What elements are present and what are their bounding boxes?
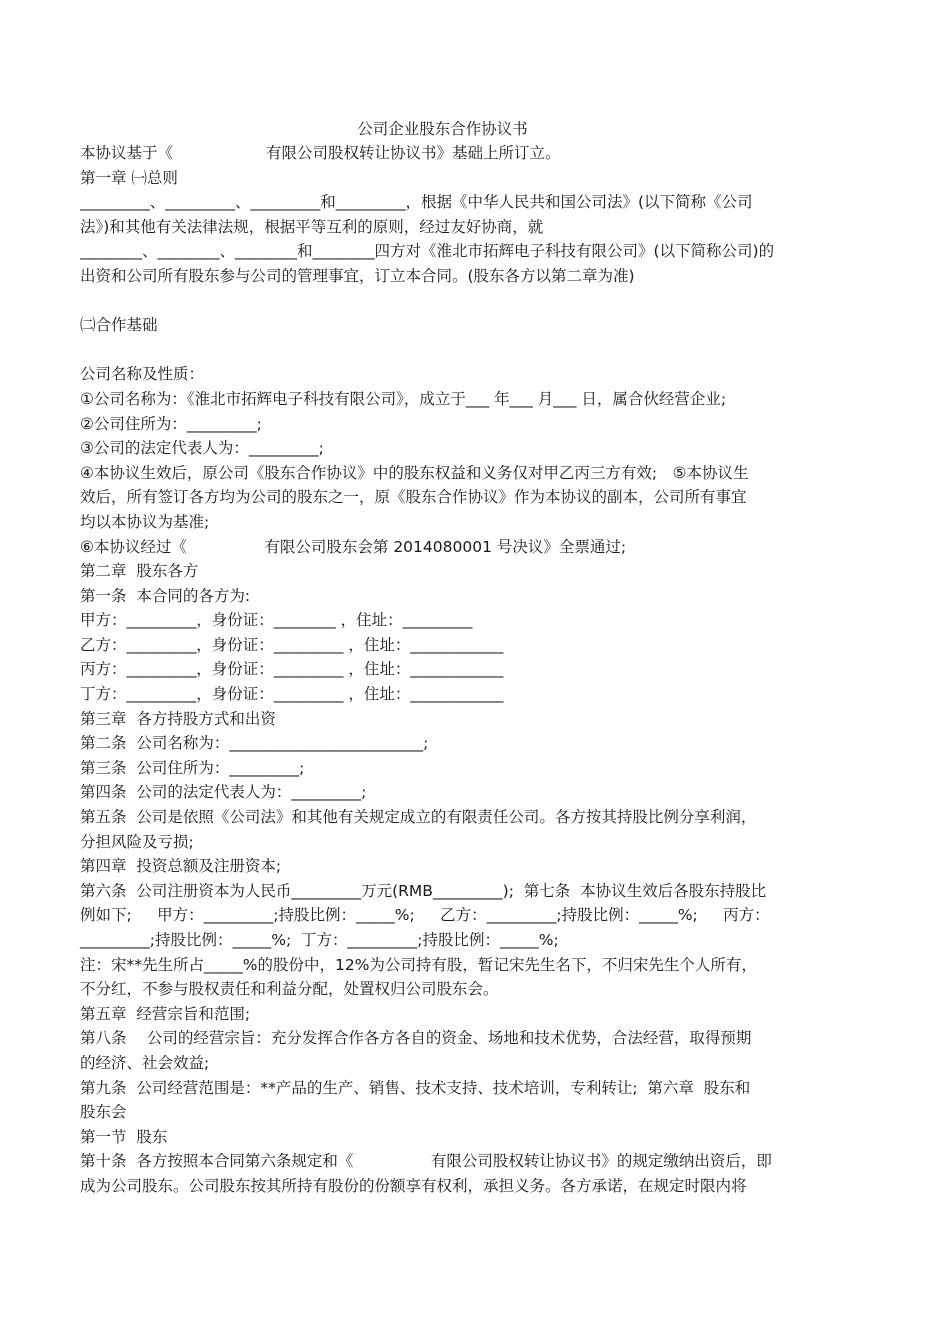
document-line: 第三章 各方持股方式和出资 bbox=[80, 709, 276, 728]
document-title: 公司企业股东合作协议书 bbox=[357, 120, 528, 138]
document-line: 第五条 公司是依照《公司法》和其他有关规定成立的有限责任公司。各方按其持股比例分享利润， bbox=[80, 808, 757, 827]
document-line: 均以本协议为基准; bbox=[80, 512, 210, 531]
document-line: 股东会 bbox=[80, 1103, 127, 1122]
document-line: 不分红，不参与股权责任和利益分配，处置权归公司股东会。 bbox=[80, 980, 499, 999]
document-line: 效后，所有签订各方均为公司的股东之一，原《股东合作协议》作为本协议的副本，公司所有事宜 bbox=[80, 488, 747, 507]
document-line: 公司名称及性质： bbox=[80, 365, 205, 384]
document-line: 例如下; 甲方：_________;持股比例：_____%; 乙方：_________;持股比例：_____%; 丙方： bbox=[80, 906, 770, 925]
document-line: 第一章 ㈠总则 bbox=[80, 168, 178, 187]
document-line: _________、_________、_________和_________，根据《中华人民共和国公司法》(以下简称《公司 bbox=[80, 193, 753, 212]
document-line: 第一条 本合同的各方为: bbox=[80, 586, 251, 605]
document-line: _________;持股比例：_____%; 丁方：_________;持股比例：_____%; bbox=[80, 931, 559, 949]
blank-line bbox=[80, 289, 840, 314]
document-line: 第四条 公司的法定代表人为：_________; bbox=[80, 783, 367, 802]
document-line: 成为公司股东。公司股东按其所持有股份的份额享有权利，承担义务。各方承诺，在规定时限内将 bbox=[80, 1176, 747, 1195]
document-line: 第九条 公司经营范围是：**产品的生产、销售、技术支持、技术培训，专利转让; 第六章 股东和 bbox=[80, 1078, 751, 1097]
document-line: ③公司的法定代表人为：_________; bbox=[80, 439, 324, 458]
document-line: 第十条 各方按照本合同第六条规定和《 有限公司股权转让协议书》的规定缴纳出资后，即 bbox=[80, 1152, 772, 1171]
document-line: ⑥本协议经过《 有限公司股东会第 2014080001 号决议》全票通过; bbox=[80, 537, 627, 556]
document-line: 第一节 股东 bbox=[80, 1127, 168, 1146]
document-line: ②公司住所为：_________; bbox=[80, 414, 262, 433]
document-line: 注：宋**先生所占_____%的股份中，12%为公司持有股，暂记宋先生名下，不归宋先生个人所有， bbox=[80, 955, 757, 974]
document-line: 的经济、社会效益; bbox=[80, 1053, 210, 1072]
document-line: 第八条 公司的经营宗旨：充分发挥合作各方各自的资金、场地和技术优势，合法经营，取得预期 bbox=[80, 1029, 752, 1048]
document-line: 第六条 公司注册资本为人民币_________万元(RMB_________); 第七条 本协议生效后各股东持股比 bbox=[80, 881, 767, 900]
document-line: 乙方：_________，身份证：_________ ，住址：____________ bbox=[80, 635, 504, 654]
document-line: ④本协议生效后，原公司《股东合作协议》中的股东权益和义务仅对甲乙丙三方有效; ⑤本协议生 bbox=[80, 463, 749, 482]
document-line: 第四章 投资总额及注册资本; bbox=[80, 857, 282, 876]
document-line: 丁方：_________，身份证：_________ ，住址：____________ bbox=[80, 685, 504, 704]
document-line: 第二条 公司名称为：_________________________; bbox=[80, 734, 429, 753]
document-line: 第五章 经营宗旨和范围; bbox=[80, 1004, 251, 1023]
document-line: 本协议基于《 有限公司股权转让协议书》基础上所订立。 bbox=[80, 144, 561, 162]
document-line: 第三条 公司住所为：_________; bbox=[80, 758, 305, 777]
document-line: 第二章 股东各方 bbox=[80, 562, 199, 581]
document-line: ㈡合作基础 bbox=[80, 316, 158, 335]
document-line: 出资和公司所有股东参与公司的管理事宜，订立本合同。(股东各方以第二章为准) bbox=[80, 266, 635, 285]
document-line: 甲方：_________，身份证：________ ，住址：_________ bbox=[80, 611, 473, 630]
document-body bbox=[80, 141, 840, 1199]
blank-line bbox=[80, 338, 840, 363]
document-line: ①公司名称为：《淮北市拓辉电子科技有限公司》，成立于___ 年___ 月___ 日，属合伙经营企业; bbox=[80, 389, 727, 408]
document-line: 分担风险及亏损; bbox=[80, 832, 194, 851]
document-line: ________、________、________和________四方对《淮北市拓辉电子科技有限公司》(以下简称公司)的 bbox=[80, 242, 775, 261]
document-line: 法》)和其他有关法律法规，根据平等互利的原则，经过友好协商，就 bbox=[80, 217, 544, 236]
document-line: 丙方：_________，身份证：_________ ，住址：____________ bbox=[80, 660, 504, 679]
